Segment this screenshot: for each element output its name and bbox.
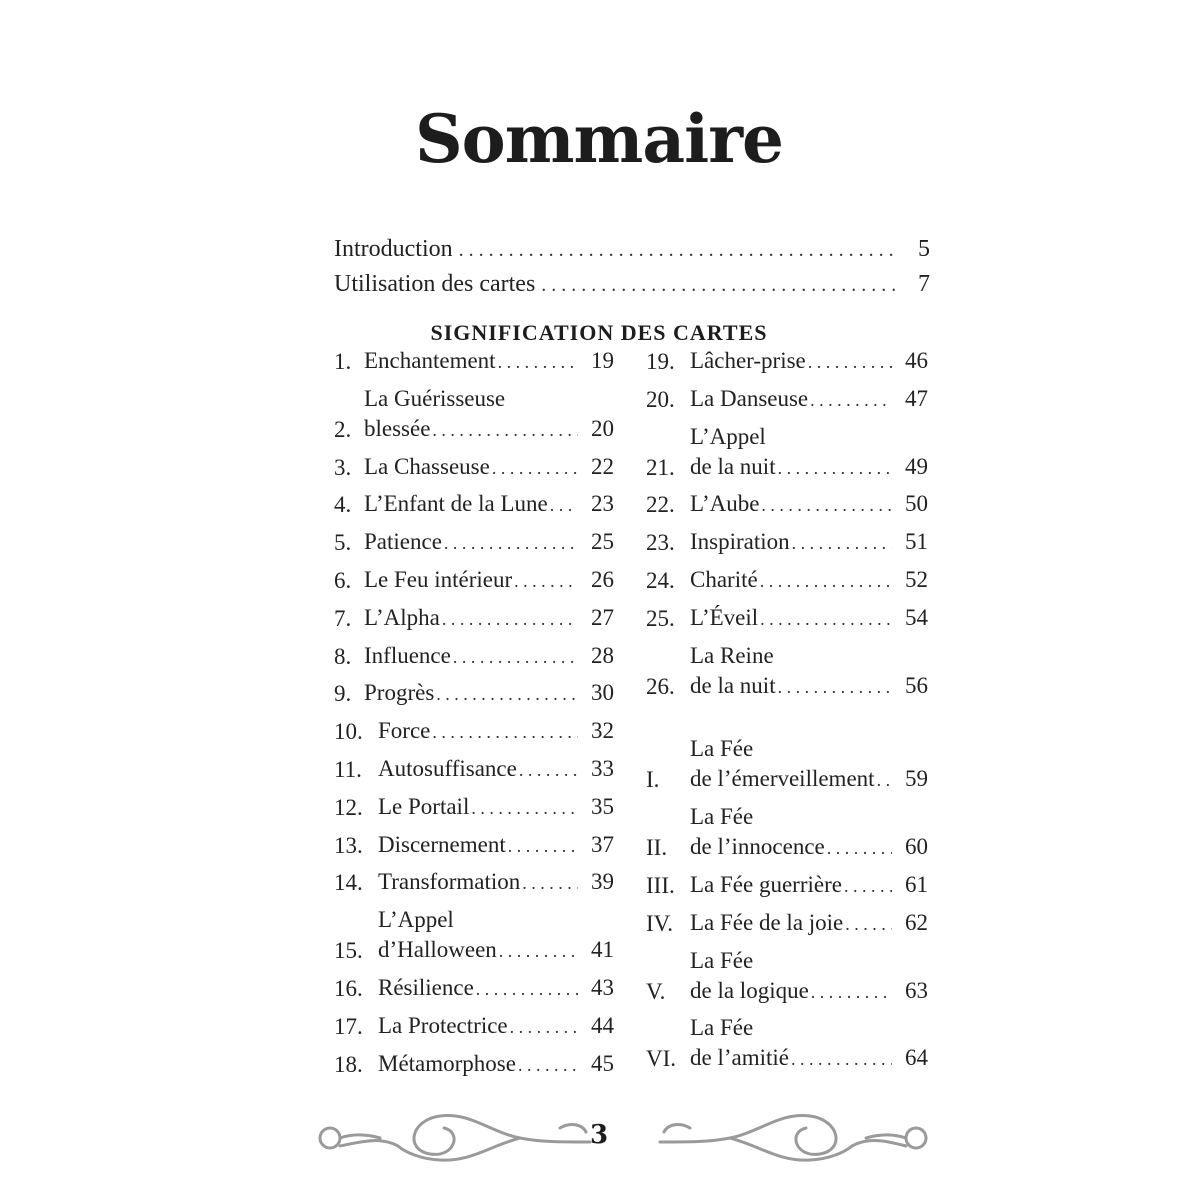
entry-body — [378, 867, 614, 898]
toc-entry[interactable] — [334, 905, 614, 966]
entry-line — [378, 905, 614, 935]
entry-body — [378, 973, 614, 1004]
entry-number: VI. — [646, 1046, 677, 1072]
toc-entry[interactable] — [646, 384, 928, 415]
entry-body — [690, 422, 928, 483]
entry-number: 6. — [334, 567, 352, 593]
dot-leader — [845, 909, 892, 939]
entry-line — [690, 764, 928, 795]
entry-line — [378, 792, 614, 823]
entry-line — [378, 1011, 614, 1042]
entry-number: 22. — [646, 492, 675, 518]
toc-entry[interactable] — [646, 802, 928, 863]
entry-page: 44 — [591, 1012, 614, 1038]
entry-body — [364, 678, 614, 709]
entry-page: 20 — [591, 415, 614, 441]
entry-line — [690, 802, 928, 832]
entry-number: 3. — [334, 454, 352, 480]
entry-page: 56 — [905, 672, 928, 698]
toc-entry[interactable] — [334, 346, 614, 377]
entry-line — [364, 565, 614, 596]
entry-body — [690, 1013, 928, 1074]
dot-leader — [432, 717, 578, 747]
entry-body — [378, 754, 614, 785]
entry-page: 63 — [905, 977, 928, 1003]
entry-page: 46 — [905, 348, 928, 373]
entry-body — [364, 641, 614, 672]
entry-body — [690, 908, 928, 939]
toc-entry[interactable] — [646, 422, 928, 483]
entry-body — [690, 489, 928, 520]
entry-line — [378, 830, 614, 861]
entry-body — [690, 346, 928, 377]
toc-entry[interactable] — [646, 565, 928, 596]
entry-line — [364, 527, 614, 558]
entry-line — [690, 527, 928, 558]
entry-page: 64 — [905, 1045, 928, 1071]
page-title: Sommaire — [415, 100, 783, 178]
toc-entry[interactable] — [334, 489, 614, 520]
dot-leader — [760, 566, 892, 596]
dot-leader — [810, 385, 892, 415]
entry-line — [364, 641, 614, 672]
toc-entry[interactable] — [334, 1011, 614, 1042]
entry-label: Influence — [364, 642, 451, 668]
entry-label: Charité — [690, 566, 758, 592]
entry-body — [378, 716, 614, 747]
dot-leader — [760, 604, 892, 634]
entry-body — [690, 802, 928, 863]
toc-entry[interactable] — [334, 973, 614, 1004]
dot-leader — [778, 453, 892, 483]
entry-page: 30 — [591, 680, 614, 706]
entry-body — [378, 792, 614, 823]
entry-body — [690, 946, 928, 1007]
entry-page: 59 — [905, 766, 928, 792]
entry-body — [378, 1049, 614, 1080]
entry-line — [690, 946, 928, 976]
entry-label: La Fée de la joie — [690, 909, 844, 935]
dot-leader — [518, 1050, 578, 1080]
entry-number: 26. — [646, 673, 675, 699]
dot-leader — [541, 268, 896, 302]
entry-label: L’Appel — [378, 907, 454, 933]
entry-page: 50 — [905, 491, 928, 517]
entry-line — [690, 1043, 928, 1074]
entry-label: La Guérisseuse — [364, 385, 506, 411]
entry-number: III. — [646, 872, 675, 898]
toc-entry[interactable] — [334, 830, 614, 861]
entry-line — [364, 678, 614, 709]
entry-line — [378, 754, 614, 785]
entry-page: 27 — [591, 604, 614, 630]
entry-page: 60 — [905, 834, 928, 860]
entry-page: 49 — [905, 453, 928, 479]
entry-line — [690, 976, 928, 1007]
dot-leader — [459, 233, 896, 267]
entry-body — [364, 384, 614, 445]
entry-label: L’Appel — [690, 423, 766, 449]
dot-leader — [436, 679, 578, 709]
entry-line — [690, 870, 928, 901]
entry-body — [378, 905, 614, 966]
entry-label: Autosuffisance — [378, 755, 517, 781]
entry-page: 41 — [591, 937, 614, 963]
entry-label: de la logique — [690, 977, 809, 1003]
dot-leader — [498, 347, 578, 377]
entry-page: 39 — [591, 869, 614, 895]
dot-leader — [442, 604, 578, 634]
entry-line — [690, 489, 928, 520]
entry-number: 7. — [334, 605, 352, 631]
dot-leader — [808, 347, 892, 377]
entry-label: La Chasseuse — [364, 453, 490, 479]
entry-label: Lâcher-prise — [690, 348, 806, 373]
entry-number: 18. — [334, 1051, 363, 1077]
entry-label: L’Éveil — [690, 604, 759, 630]
dot-leader — [792, 528, 892, 558]
entry-label: La Fée — [690, 947, 754, 973]
dot-leader — [761, 490, 892, 520]
entry-line — [378, 716, 614, 747]
entry-number: 12. — [334, 794, 363, 820]
toc-entry[interactable] — [334, 565, 614, 596]
entry-body — [364, 565, 614, 596]
entry-line — [378, 867, 614, 898]
entry-label: blessée — [364, 415, 431, 441]
entry-label: de l’émerveillement — [690, 766, 875, 792]
entry-line — [364, 384, 614, 414]
toc-label: Introduction — [334, 236, 453, 262]
entry-number: 24. — [646, 567, 675, 593]
entry-page: 26 — [591, 566, 614, 592]
entry-line — [364, 489, 614, 520]
entry-line — [364, 346, 614, 377]
page-number: 3 — [589, 1120, 609, 1150]
entry-number: I. — [646, 767, 660, 793]
entry-body — [364, 489, 614, 520]
entry-number: 15. — [334, 938, 363, 964]
entry-page: 47 — [905, 385, 928, 411]
entry-body — [364, 527, 614, 558]
dot-leader — [778, 672, 892, 702]
entry-body — [378, 830, 614, 861]
entry-line — [690, 734, 928, 764]
toc-entry[interactable] — [646, 346, 928, 377]
entry-page: 51 — [905, 529, 928, 555]
entry-label: Force — [378, 718, 431, 744]
entry-page: 28 — [591, 642, 614, 668]
entry-number: II. — [646, 835, 668, 861]
toc-entry[interactable] — [334, 716, 614, 747]
entry-line — [378, 935, 614, 966]
entry-line — [364, 452, 614, 483]
entry-label: de la nuit — [690, 453, 776, 479]
entry-page: 52 — [905, 566, 928, 592]
entry-label: Résilience — [378, 974, 474, 1000]
toc-label: Utilisation des cartes — [334, 271, 536, 297]
entry-number: 10. — [334, 719, 363, 745]
entry-page: 54 — [905, 604, 928, 630]
toc-entry[interactable] — [646, 734, 928, 795]
entry-label: Enchantement — [364, 348, 496, 373]
entry-label: Inspiration — [690, 529, 790, 555]
toc-entry[interactable] — [334, 527, 614, 558]
toc-entry-introduction[interactable] — [334, 232, 930, 267]
entry-label: Progrès — [364, 680, 435, 706]
entry-line — [690, 346, 928, 377]
entry-label: La Danseuse — [690, 385, 809, 411]
entry-label: La Reine — [690, 642, 774, 668]
toc-entry[interactable] — [646, 870, 928, 901]
entry-body — [690, 641, 928, 702]
dot-leader — [844, 871, 892, 901]
entry-page: 25 — [591, 529, 614, 555]
entry-body — [690, 384, 928, 415]
entry-line — [690, 832, 928, 863]
toc-entry[interactable] — [646, 489, 928, 520]
toc-entry[interactable] — [334, 1049, 614, 1080]
dot-leader — [471, 793, 578, 823]
entry-label: Discernement — [378, 831, 506, 857]
entry-label: La Protectrice — [378, 1012, 508, 1038]
entry-body — [690, 565, 928, 596]
entry-line — [378, 1049, 614, 1080]
toc-right-column — [646, 346, 928, 1081]
entry-page: 33 — [591, 755, 614, 781]
entry-number: 11. — [334, 756, 362, 782]
entry-page: 35 — [591, 793, 614, 819]
entry-line — [690, 908, 928, 939]
toc-entry[interactable] — [334, 754, 614, 785]
toc-entry[interactable] — [646, 527, 928, 558]
entry-number: 16. — [334, 975, 363, 1001]
section-heading: SIGNIFICATION DES CARTES — [430, 320, 768, 345]
toc-entry[interactable] — [334, 867, 614, 898]
dot-leader — [499, 936, 578, 966]
toc-entry-utilisation[interactable] — [334, 267, 930, 302]
entry-line — [690, 1013, 928, 1043]
entry-number: 20. — [646, 386, 675, 412]
entry-body — [364, 452, 614, 483]
entry-label: La Fée guerrière — [690, 871, 842, 897]
entry-body — [690, 734, 928, 795]
entry-number: 17. — [334, 1013, 363, 1039]
entry-number: 9. — [334, 681, 352, 707]
entry-line — [690, 384, 928, 415]
entry-label: Le Feu intérieur — [364, 566, 513, 592]
entry-number: 2. — [334, 416, 352, 442]
entry-label: de l’amitié — [690, 1045, 789, 1071]
entry-label: L’Alpha — [364, 604, 440, 630]
dot-leader — [519, 755, 578, 785]
dot-leader — [791, 1044, 892, 1074]
entry-line — [690, 422, 928, 452]
entry-body — [364, 346, 614, 377]
entry-page: 23 — [591, 491, 614, 517]
toc-left-column — [334, 346, 614, 1086]
toc-entry[interactable] — [646, 603, 928, 634]
toc-entry[interactable] — [334, 384, 614, 445]
entry-number: 4. — [334, 492, 352, 518]
entry-label: L’Aube — [690, 491, 760, 517]
entry-page: 43 — [591, 974, 614, 1000]
entry-page: 32 — [591, 718, 614, 744]
entry-number: 8. — [334, 643, 352, 669]
entry-page: 37 — [591, 831, 614, 857]
entry-number: 19. — [646, 349, 675, 374]
entry-number: V. — [646, 978, 666, 1004]
toc-page: 7 — [918, 271, 930, 297]
dot-leader — [492, 453, 578, 483]
toc-entry[interactable] — [646, 641, 928, 702]
toc-entry[interactable] — [646, 946, 928, 1007]
dot-leader — [432, 415, 578, 445]
entry-body — [364, 603, 614, 634]
entry-line — [690, 641, 928, 671]
toc-entry[interactable] — [334, 452, 614, 483]
entry-label: La Fée — [690, 1015, 754, 1041]
entry-page: 61 — [905, 871, 928, 897]
entry-line — [690, 452, 928, 483]
dot-leader — [522, 868, 578, 898]
entry-body — [690, 603, 928, 634]
entry-line — [690, 603, 928, 634]
entry-number: 1. — [334, 349, 352, 374]
entry-page: 45 — [591, 1050, 614, 1076]
entry-label: Métamorphose — [378, 1050, 516, 1076]
toc-page: 5 — [918, 236, 930, 262]
entry-label: d’Halloween — [378, 937, 497, 963]
dot-leader — [550, 490, 578, 520]
entry-page: 62 — [905, 909, 928, 935]
entry-label: de l’innocence — [690, 834, 825, 860]
entry-body — [378, 1011, 614, 1042]
entry-number: 13. — [334, 832, 363, 858]
entry-label: Transformation — [378, 869, 521, 895]
dot-leader — [510, 1012, 578, 1042]
entry-line — [690, 565, 928, 596]
dot-leader — [877, 765, 892, 795]
entry-line — [364, 414, 614, 445]
top-entries — [334, 232, 930, 302]
entry-label: Le Portail — [378, 793, 470, 819]
toc-entry[interactable] — [334, 603, 614, 634]
entry-label: L’Enfant de la Lune — [364, 491, 548, 517]
entry-label: de la nuit — [690, 672, 776, 698]
entry-number: 23. — [646, 530, 675, 556]
dot-leader — [827, 833, 892, 863]
dot-leader — [508, 831, 578, 861]
entry-label: La Fée — [690, 736, 754, 762]
entry-line — [364, 603, 614, 634]
entry-page: 22 — [591, 453, 614, 479]
entry-page: 19 — [591, 348, 614, 373]
entry-number: 21. — [646, 454, 675, 480]
dot-leader — [444, 528, 578, 558]
entry-label: Patience — [364, 529, 442, 555]
entry-number: 5. — [334, 530, 352, 556]
dot-leader — [514, 566, 578, 596]
column-spacer — [646, 708, 928, 734]
entry-body — [690, 527, 928, 558]
toc-entry[interactable] — [334, 641, 614, 672]
entry-label: La Fée — [690, 804, 754, 830]
toc-entry[interactable] — [334, 678, 614, 709]
entry-number: 14. — [334, 870, 363, 896]
dot-leader — [476, 974, 578, 1004]
dot-leader — [453, 642, 578, 672]
dot-leader — [811, 977, 892, 1007]
entry-line — [378, 973, 614, 1004]
entry-number: IV. — [646, 910, 674, 936]
toc-entry[interactable] — [334, 792, 614, 823]
toc-entry[interactable] — [646, 1013, 928, 1074]
entry-body — [690, 870, 928, 901]
entry-line — [690, 671, 928, 702]
toc-entry[interactable] — [646, 908, 928, 939]
entry-number: 25. — [646, 605, 675, 631]
